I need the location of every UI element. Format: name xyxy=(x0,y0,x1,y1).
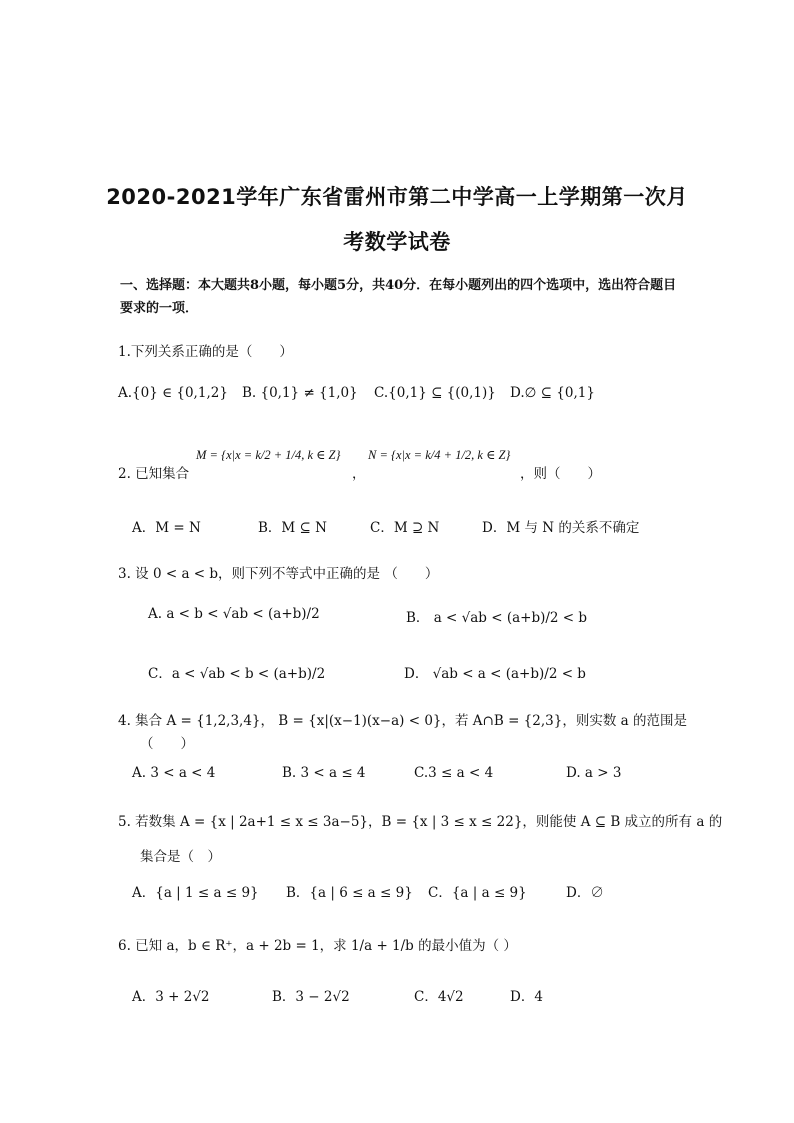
question-1-option-b[interactable]: B. {0,1} ≠ {1,0} xyxy=(242,385,358,401)
question-5-option-a[interactable]: A．{a | 1 ≤ a ≤ 9} xyxy=(132,885,259,901)
question-4-stem-line-2: （ ） xyxy=(140,736,194,752)
question-5-stem-line-1: 5. 若数集 A = {x | 2a+1 ≤ x ≤ 3a−5}，B = {x | 3 ≤ x ≤ 22}，则能使 A ⊆ B 成立的所有 a 的 xyxy=(118,814,723,830)
question-2-option-a[interactable]: A．M = N xyxy=(132,520,201,536)
question-1-stem: 1.下列关系正确的是（ ） xyxy=(118,344,293,360)
question-1-option-a[interactable]: A.{0} ∈ {0,1,2} xyxy=(118,385,228,401)
question-4-option-c[interactable]: C.3 ≤ a < 4 xyxy=(414,765,494,781)
question-2-option-c[interactable]: C．M ⊇ N xyxy=(370,520,440,536)
section-heading: 一、选择题：本大题共8小题，每小题5分，共40分．在每小题列出的四个选项中，选出符合题目要求的一项． xyxy=(120,278,677,316)
question-4-option-d[interactable]: D. a > 3 xyxy=(566,765,622,781)
question-3-option-d[interactable]: D． √ab < a < (a+b)/2 < b xyxy=(404,666,586,682)
question-6-stem: 6. 已知 a，b ∈ R⁺，a + 2b = 1，求 1/a + 1/b 的最小值为（ ） xyxy=(118,938,517,954)
question-4-stem-line-1: 4. 集合 A = {1,2,3,4}， B = {x|(x−1)(x−a) < 0}，若 A∩B = {2,3}，则实数 a 的范围是 xyxy=(118,713,687,729)
question-5-option-b[interactable]: B．{a | 6 ≤ a ≤ 9} xyxy=(286,885,413,901)
question-5-stem-line-2: 集合是（ ） xyxy=(140,849,221,865)
question-3-option-b[interactable]: B． a < √ab < (a+b)/2 < b xyxy=(406,610,588,626)
question-4-option-b[interactable]: B. 3 < a ≤ 4 xyxy=(282,765,366,781)
question-6-option-c[interactable]: C．4√2 xyxy=(414,989,464,1005)
question-5-option-d[interactable]: D．∅ xyxy=(566,885,604,901)
question-2-prefix: 2. 已知集合 xyxy=(118,466,190,482)
question-2-separator: ， xyxy=(352,466,366,482)
question-2-set-m: M = {x|x = k/2 + 1/4, k ∈ Z} xyxy=(196,448,341,462)
question-2-option-b[interactable]: B．M ⊆ N xyxy=(258,520,327,536)
question-6-option-b[interactable]: B．3 − 2√2 xyxy=(272,989,350,1005)
page-title-line-1: 2020-2021学年广东省雷州市第二中学高一上学期第一次月 xyxy=(106,185,688,209)
question-3-option-a[interactable]: A. a < b < √ab < (a+b)/2 xyxy=(148,606,320,622)
question-2-set-n: N = {x|x = k/4 + 1/2, k ∈ Z} xyxy=(368,448,511,462)
question-5-option-c[interactable]: C．{a | a ≤ 9} xyxy=(428,885,527,901)
question-6-option-a[interactable]: A．3 + 2√2 xyxy=(132,989,210,1005)
question-1-option-c[interactable]: C.{0,1} ⊆ {(0,1)} xyxy=(374,385,496,401)
question-2-option-d[interactable]: D．M 与 N 的关系不确定 xyxy=(482,520,640,536)
question-3-option-c[interactable]: C．a < √ab < b < (a+b)/2 xyxy=(148,666,326,682)
question-6-option-d[interactable]: D．4 xyxy=(510,989,543,1005)
question-3-stem: 3. 设 0 < a < b，则下列不等式中正确的是 （ ） xyxy=(118,566,439,582)
question-1-option-d[interactable]: D.∅ ⊆ {0,1} xyxy=(510,385,595,401)
question-4-option-a[interactable]: A. 3 < a < 4 xyxy=(132,765,216,781)
page-title-line-2: 考数学试卷 xyxy=(343,230,451,254)
question-2-suffix: ，则（ ） xyxy=(520,466,601,482)
